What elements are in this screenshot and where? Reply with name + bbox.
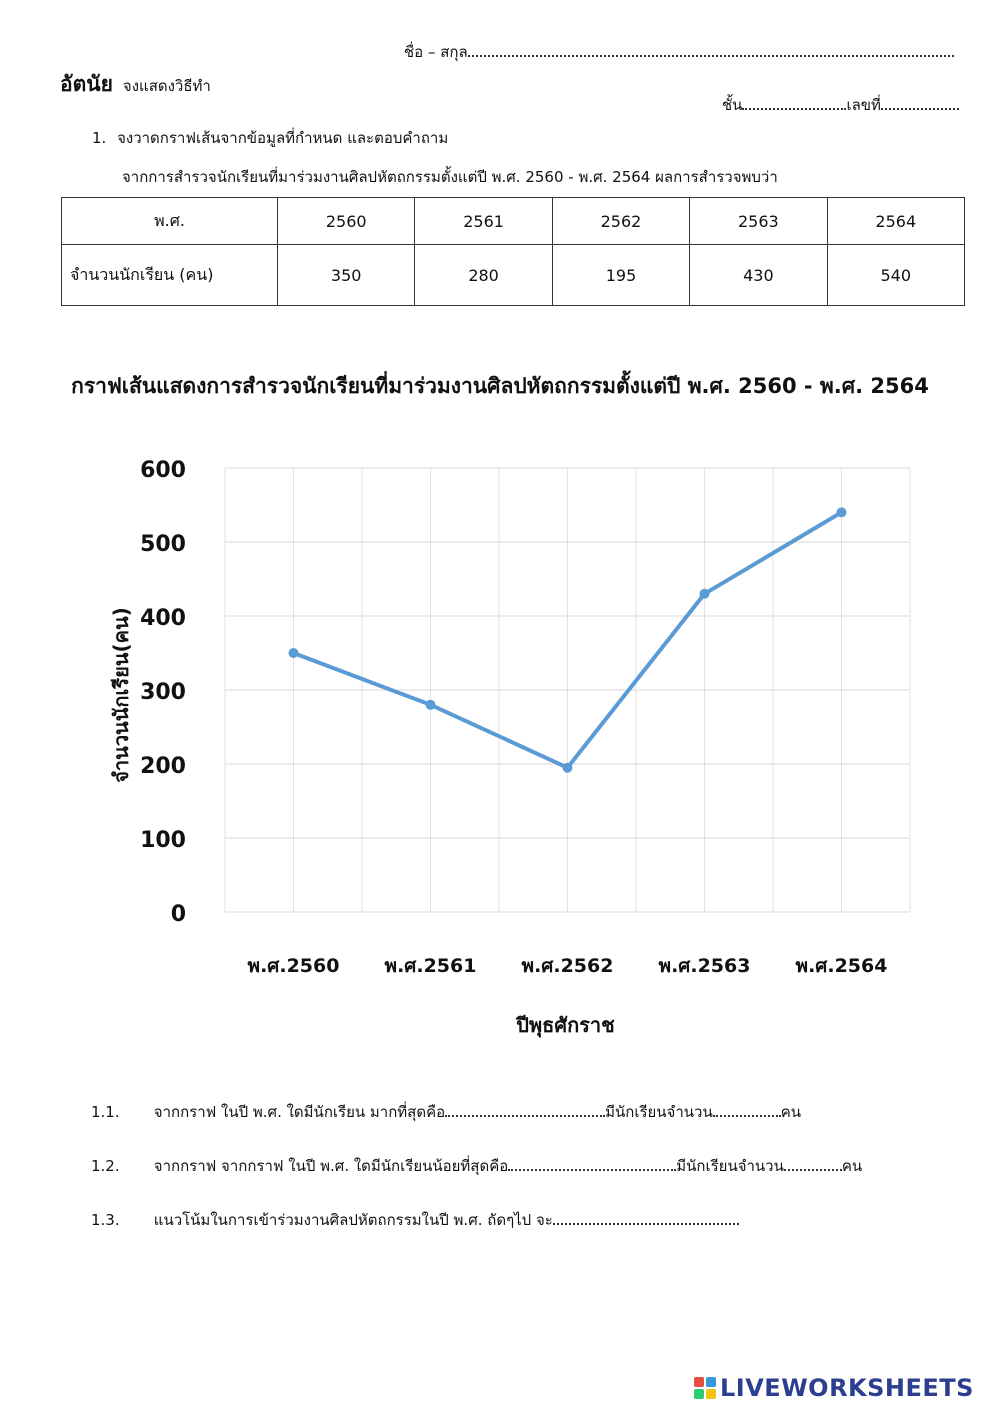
answer-count-max[interactable] [713, 1101, 781, 1117]
data-point [426, 700, 436, 710]
y-tick-label: 600 [140, 458, 186, 483]
question-1-text: จงวาดกราฟเส้นจากข้อมูลที่กำหนด และตอบคำถาม [117, 129, 449, 147]
table-header-count: จำนวนนักเรียน (คน) [62, 245, 278, 306]
logo-icon [694, 1377, 716, 1399]
table-cell-year: 2564 [827, 198, 964, 245]
question-1-3 [91, 1208, 739, 1232]
table-cell-year: 2563 [690, 198, 827, 245]
section-heading [60, 68, 211, 101]
table-cell-count: 430 [690, 245, 827, 306]
class-field-row [722, 93, 959, 117]
question-text: แนวโน้มในการเข้าร่วมงานศิลปหัตถกรรมในปี พ.ศ. ถัดๆไป จะ [153, 1211, 553, 1229]
data-point [289, 648, 299, 658]
x-tick-label: พ.ศ.2560 [247, 955, 340, 977]
question-number: 1.3. [91, 1211, 120, 1229]
data-point [700, 589, 710, 599]
y-tick-label: 300 [140, 680, 186, 705]
question-text: จากกราฟ จากกราฟ ในปี พ.ศ. ใดมีนักเรียนน้อยที่สุดคือ [153, 1157, 509, 1175]
section-instruction: จงแสดงวิธีทำ [122, 77, 211, 95]
x-tick-label: พ.ศ.2561 [384, 955, 477, 977]
data-point [563, 763, 573, 773]
y-tick-label: 200 [140, 754, 186, 779]
section-title: อัตนัย [60, 72, 113, 96]
table-cell-year: 2561 [415, 198, 552, 245]
question-unit: คน [841, 1157, 863, 1175]
table-row-years [62, 198, 965, 245]
x-tick-label: พ.ศ.2562 [521, 955, 614, 977]
question-1-intro: จากการสำรวจนักเรียนที่มาร่วมงานศิลปหัตถกรรมตั้งแต่ปี พ.ศ. 2560 - พ.ศ. 2564 ผลการสำรวจพบว่า [122, 168, 778, 186]
question-1-1 [91, 1100, 801, 1124]
x-tick-label: พ.ศ.2564 [795, 955, 888, 977]
y-tick-label: 500 [140, 532, 186, 557]
question-1-2 [91, 1154, 862, 1178]
table-header-year: พ.ศ. [62, 198, 278, 245]
data-table [61, 197, 965, 306]
x-tick-label: พ.ศ.2563 [658, 955, 751, 977]
y-tick-label: 100 [140, 828, 186, 853]
question-text: มีนักเรียนจำนวน [676, 1157, 784, 1175]
question-number: 1.1. [91, 1103, 120, 1121]
question-unit: คน [780, 1103, 801, 1121]
table-cell-year: 2562 [552, 198, 689, 245]
class-label: ชั้น [722, 96, 743, 114]
y-tick-label: 400 [140, 606, 186, 631]
liveworksheets-logo [694, 1374, 974, 1402]
table-cell-count: 350 [278, 245, 415, 306]
answer-trend[interactable] [553, 1209, 739, 1225]
x-axis-title: ปีพุธศักราช [516, 1013, 615, 1037]
table-cell-count: 540 [827, 245, 964, 306]
class-input-line[interactable] [742, 94, 846, 110]
name-label: ชื่อ – สกุล [404, 43, 468, 61]
table-row-counts [62, 245, 965, 306]
table-cell-year: 2560 [278, 198, 415, 245]
line-chart [0, 430, 1000, 1050]
number-label: เลขที่ [846, 96, 881, 114]
chart-title: กราฟเส้นแสดงการสำรวจนักเรียนที่มาร่วมงานศิลปหัตถกรรมตั้งแต่ปี พ.ศ. 2560 - พ.ศ. 2564 [71, 374, 929, 398]
question-1 [92, 126, 448, 150]
question-text: มีนักเรียนจำนวน [605, 1103, 713, 1121]
table-cell-count: 195 [552, 245, 689, 306]
data-point [837, 507, 847, 517]
answer-count-min[interactable] [784, 1155, 842, 1171]
y-axis-title: จำนวนนักเรียน(คน) [109, 607, 133, 783]
question-1-number: 1. [92, 129, 107, 147]
number-input-line[interactable] [881, 94, 959, 110]
logo-text: LIVEWORKSHEETS [720, 1374, 974, 1402]
question-text: จากกราฟ ในปี พ.ศ. ใดมีนักเรียน มากที่สุดคือ [153, 1103, 446, 1121]
name-input-line[interactable] [468, 41, 954, 57]
answer-year-min[interactable] [508, 1155, 676, 1171]
answer-year-max[interactable] [445, 1101, 605, 1117]
y-tick-label: 0 [170, 902, 186, 927]
table-cell-count: 280 [415, 245, 552, 306]
question-number: 1.2. [91, 1157, 120, 1175]
name-field-row [404, 40, 954, 64]
